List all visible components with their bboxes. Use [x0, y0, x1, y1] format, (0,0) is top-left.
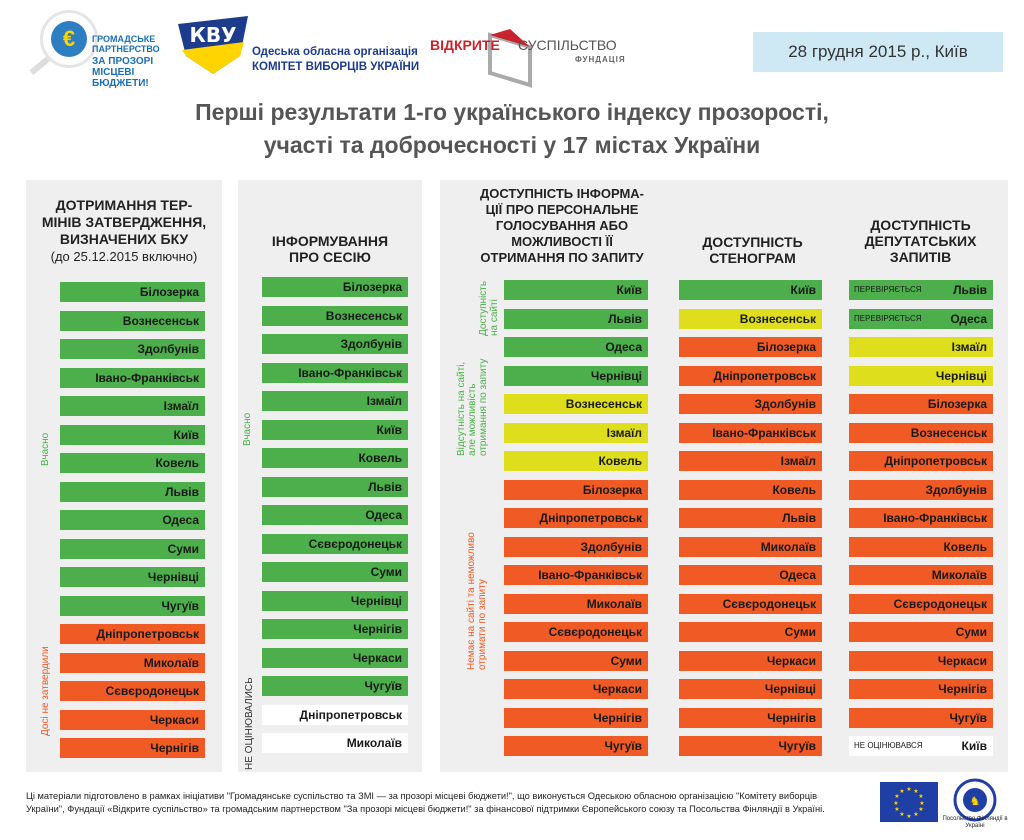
- voting-bar-15-label: Черкаси: [592, 682, 642, 696]
- requests-bar-9: [849, 508, 993, 528]
- budget-e-icon: €: [51, 21, 87, 57]
- svg-text:★: ★: [906, 813, 912, 820]
- requests-bar-13-label: Суми: [955, 625, 987, 639]
- transcripts-bar-3: [679, 337, 822, 357]
- transcripts-bar-2: [679, 309, 822, 329]
- requests-bar-3-label: Ізмаїл: [951, 340, 987, 354]
- requests-bar-2-label: Одеса: [950, 311, 987, 326]
- session-bar-5-label: Ізмаїл: [366, 394, 402, 408]
- svg-text:★: ★: [899, 788, 905, 795]
- transcripts-bar-14-label: Черкаси: [766, 653, 816, 668]
- budget-bar-2: [60, 311, 205, 331]
- transcripts-bar-11-label: Одеса: [779, 568, 816, 582]
- session-bar-7-label: Ковель: [358, 451, 402, 465]
- voting-bar-9: [504, 508, 648, 528]
- session-bar-8: [262, 477, 408, 497]
- transcripts-bar-8: [679, 480, 822, 500]
- session-bar-13-label: Чернігів: [353, 622, 402, 636]
- voting-bar-5: [504, 394, 648, 414]
- session-bar-6: [262, 420, 408, 440]
- page-title: [0, 96, 1024, 162]
- budget-bar-14-label: Миколаїв: [143, 655, 199, 670]
- session-bar-1: [262, 277, 408, 297]
- voting-bar-12-label: Миколаїв: [586, 596, 642, 611]
- session-bar-17-label: Миколаїв: [346, 736, 402, 750]
- finland-embassy-caption: Посольство Фінляндії в Україні: [942, 816, 1008, 829]
- voting-bar-11-label: Івано-Франківськ: [538, 568, 642, 582]
- session-bar-15: [262, 676, 408, 696]
- session-bar-3: [262, 334, 408, 354]
- budget-bar-12-label: Чугуїв: [161, 598, 199, 613]
- transcripts-bar-7-label: Ізмаїл: [780, 454, 816, 468]
- svg-text:★: ★: [913, 788, 919, 795]
- date-label: 28 грудня 2015 р., Київ: [753, 32, 1003, 72]
- session-bar-13: [262, 619, 408, 639]
- requests-bar-15: [849, 679, 993, 699]
- requests-bar-15-label: Чернігів: [938, 682, 987, 696]
- kvu-shield-logo-icon: [178, 16, 248, 74]
- eu-flag-icon: [880, 782, 938, 822]
- transcripts-bar-15: [679, 679, 822, 699]
- budget-bar-10-label: Суми: [167, 541, 199, 556]
- budget-bar-6: [60, 425, 205, 445]
- budget-bar-17: [60, 738, 205, 758]
- session-bar-15-label: Чугуїв: [364, 679, 402, 693]
- budget-bar-5-label: Ізмаїл: [163, 399, 199, 413]
- session-bar-14-label: Черкаси: [352, 650, 402, 665]
- budget-bar-16-label: Черкаси: [149, 712, 199, 727]
- footer-text: Ці матеріали підготовлено в рамках ініціативи "Громадянське суспільство та ЗМІ — за прозорі місцеві бюджети!", що виконується Одеською обласною організацією "Комітету виборців України", Фундації «Відкрите суспільство» та громадським партнерством "За прозорі місцеві бюджети!" за фінансової підтримки Європейського союзу та Посольства Фінляндії в Україні.: [26, 791, 825, 814]
- svg-text:★: ★: [893, 800, 899, 807]
- budget-group-not-label: Досі не затвердили: [40, 646, 51, 736]
- panel-session-title: ІНФОРМУВАННЯ ПРО СЕСІЮ: [271, 233, 389, 265]
- voting-bar-5-label: Вознесенськ: [565, 397, 642, 411]
- requests-bar-14-label: Черкаси: [937, 653, 987, 668]
- budget-bar-4-label: Івано-Франківськ: [95, 370, 199, 385]
- budget-bar-5: [60, 396, 205, 416]
- transcripts-bar-1-label: Київ: [790, 283, 816, 297]
- requests-bar-5-label: Білозерка: [927, 397, 987, 411]
- session-bar-2: [262, 306, 408, 326]
- voting-bar-17: [504, 736, 648, 756]
- budget-bar-15: [60, 681, 205, 701]
- voting-bar-13: [504, 622, 648, 642]
- kvu-name-line: КОМІТЕТ ВИБОРЦІВ УКРАЇНИ: [252, 61, 420, 73]
- budget-bar-8: [60, 482, 205, 502]
- requests-bar-7-label: Дніпропетровськ: [884, 454, 987, 468]
- transcripts-bar-16: [679, 708, 822, 728]
- logo-slogan-text: ЗА ПРОЗОРІ МІСЦЕВІ БЮДЖЕТИ!: [92, 56, 154, 89]
- budget-bar-4: [60, 368, 205, 388]
- transcripts-bar-11: [679, 565, 822, 585]
- voting-bar-9-label: Дніпропетровськ: [539, 511, 642, 525]
- transcripts-bar-5: [679, 394, 822, 414]
- session-bar-5: [262, 391, 408, 411]
- panel-transcripts-title: ДОСТУПНІСТЬ СТЕНОГРАМ: [702, 234, 803, 266]
- title-line-2: участі та доброчесності у 17 містах України: [263, 132, 761, 158]
- voting-bar-2-label: Львів: [608, 311, 642, 326]
- requests-bar-1: [849, 280, 993, 300]
- open-society-word1: ВІДКРИТЕ: [430, 37, 500, 53]
- transcripts-bar-3-label: Білозерка: [756, 340, 816, 354]
- requests-bar-7: [849, 451, 993, 471]
- session-bar-4-label: Івано-Франківськ: [298, 365, 402, 380]
- session-bar-8-label: Львів: [368, 479, 402, 494]
- requests-bar-10-label: Ковель: [943, 539, 987, 554]
- voting-bar-11: [504, 565, 648, 585]
- requests-bar-1-label: Львів: [953, 283, 987, 297]
- svg-text:★: ★: [913, 811, 919, 818]
- requests-bar-6-label: Вознесенськ: [910, 425, 987, 440]
- requests-bar-12: [849, 594, 993, 614]
- requests-bar-3: [849, 337, 993, 357]
- svg-text:♞: ♞: [969, 794, 981, 808]
- voting-bar-15: [504, 679, 648, 699]
- transcripts-bar-4: [679, 366, 822, 386]
- svg-text:★: ★: [906, 786, 912, 793]
- transcripts-bar-2-label: Вознесенськ: [739, 311, 816, 326]
- logo-partnership-text: ГРОМАДСЬКЕ ПАРТНЕРСТВО: [92, 34, 160, 54]
- transcripts-bar-9-label: Львів: [782, 511, 816, 525]
- voting-bar-4-label: Чернівці: [590, 368, 642, 383]
- requests-bar-17-label: Київ: [961, 739, 987, 753]
- voting-bar-10: [504, 537, 648, 557]
- panel-budget-title: ДОТРИМАННЯ ТЕР- МІНІВ ЗАТВЕРДЖЕННЯ, ВИЗНАЧЕНИХ БКУ (до 25.12.2015 включно): [41, 197, 207, 264]
- budget-bar-9-label: Одеса: [162, 513, 199, 527]
- budget-bar-13: [60, 624, 205, 644]
- session-bar-10: [262, 534, 408, 554]
- svg-text:КВУ: КВУ: [189, 23, 237, 47]
- requests-bar-8-label: Здолбунів: [925, 482, 987, 497]
- requests-bar-6: [849, 423, 993, 443]
- voting-group-b-label: Відсутність на сайті, але можливість отримання по запиту: [456, 358, 489, 456]
- session-bar-3-label: Здолбунів: [340, 337, 402, 351]
- requests-bar-11-label: Миколаїв: [931, 568, 987, 582]
- requests-bar-10: [849, 537, 993, 557]
- budget-bar-7-label: Ковель: [155, 456, 199, 470]
- requests-bar-2-status: ПЕРЕВІРЯЄТЬСЯ: [854, 313, 922, 323]
- budget-bar-14: [60, 653, 205, 673]
- session-bar-7: [262, 448, 408, 468]
- budget-bar-11-label: Чернівці: [147, 570, 199, 584]
- logo-transparent-budgets: [28, 10, 160, 89]
- voting-bar-10-label: Здолбунів: [580, 539, 642, 554]
- voting-bar-14: [504, 651, 648, 671]
- transcripts-bar-10: [679, 537, 822, 557]
- budget-group-ontime-label: Вчасно: [40, 432, 51, 466]
- logo-kvu: [178, 10, 418, 90]
- transcripts-bar-14: [679, 651, 822, 671]
- session-bar-6-label: Київ: [376, 422, 402, 437]
- session-bar-2-label: Вознесенськ: [325, 308, 402, 323]
- requests-bar-8: [849, 480, 993, 500]
- session-group-ontime-label: Вчасно: [242, 412, 253, 446]
- svg-text:★: ★: [919, 800, 925, 807]
- svg-text:★: ★: [918, 806, 924, 813]
- transcripts-bar-7: [679, 451, 822, 471]
- requests-bar-9-label: Івано-Франківськ: [883, 511, 987, 525]
- svg-text:★: ★: [894, 793, 900, 800]
- voting-bar-3-label: Одеса: [605, 340, 642, 354]
- session-bar-17: [262, 733, 408, 753]
- transcripts-bar-13-label: Суми: [784, 625, 816, 639]
- budget-bar-6-label: Київ: [173, 427, 199, 442]
- session-bar-1-label: Білозерка: [342, 280, 402, 294]
- svg-text:★: ★: [894, 806, 900, 813]
- budget-bar-7: [60, 453, 205, 473]
- budget-bar-9: [60, 510, 205, 530]
- budget-bar-16: [60, 710, 205, 730]
- session-bar-11: [262, 562, 408, 582]
- requests-bar-17-status: НЕ ОЦІНЮВАВСЯ: [854, 741, 923, 750]
- session-bar-16-label: Дніпропетровськ: [299, 707, 402, 722]
- requests-bar-14: [849, 651, 993, 671]
- requests-bar-16-label: Чугуїв: [949, 710, 987, 725]
- voting-bar-14-label: Суми: [610, 653, 642, 668]
- voting-bar-2: [504, 309, 648, 329]
- session-bar-10-label: Сєвєродонецьк: [308, 536, 402, 551]
- panel-requests-title: ДОСТУПНІСТЬ ДЕПУТАТСЬКИХ ЗАПИТІВ: [864, 217, 977, 265]
- session-bar-14: [262, 648, 408, 668]
- requests-bar-12-label: Сєвєродонецьк: [893, 596, 987, 611]
- budget-bar-3-label: Здолбунів: [137, 342, 199, 356]
- voting-group-a-label: Доступність на сайті: [478, 280, 500, 336]
- voting-bar-16: [504, 708, 648, 728]
- voting-bar-6-label: Ізмаїл: [606, 425, 642, 440]
- transcripts-bar-16-label: Чернігів: [767, 710, 816, 725]
- transcripts-bar-17-label: Чугуїв: [778, 739, 816, 753]
- voting-bar-8: [504, 480, 648, 500]
- transcripts-bar-15-label: Чернівці: [764, 682, 816, 696]
- open-society-word2: СУСПІЛЬСТВО: [518, 37, 617, 53]
- voting-bar-17-label: Чугуїв: [604, 739, 642, 753]
- transcripts-bar-1: [679, 280, 822, 300]
- open-society-logo-icon: [480, 25, 540, 89]
- transcripts-bar-17: [679, 736, 822, 756]
- svg-text:★: ★: [918, 793, 924, 800]
- title-line-1: Перші результати 1-го українського індексу прозорості,: [195, 99, 829, 125]
- budget-bar-17-label: Чернігів: [150, 741, 199, 755]
- requests-bar-2: [849, 309, 993, 329]
- budget-bar-13-label: Дніпропетровськ: [96, 627, 199, 641]
- voting-bar-16-label: Чернігів: [593, 710, 642, 725]
- transcripts-bar-6-label: Івано-Франківськ: [712, 425, 816, 440]
- budget-bar-8-label: Львів: [165, 484, 199, 499]
- magnifier-icon: [40, 10, 98, 68]
- voting-group-c-label: Немає на сайті та неможливо отримати по запиту: [466, 532, 488, 670]
- session-bar-11-label: Суми: [370, 565, 402, 579]
- requests-bar-13: [849, 622, 993, 642]
- requests-bar-11: [849, 565, 993, 585]
- voting-bar-13-label: Сєвєродонецьк: [548, 625, 642, 639]
- transcripts-bar-8-label: Ковель: [772, 482, 816, 497]
- voting-bar-1: [504, 280, 648, 300]
- voting-bar-7: [504, 451, 648, 471]
- session-bar-12: [262, 591, 408, 611]
- voting-bar-1-label: Київ: [616, 283, 642, 297]
- transcripts-bar-10-label: Миколаїв: [760, 539, 816, 554]
- session-group-not-label: НЕ ОЦІНЮВАЛИСЬ: [244, 677, 255, 770]
- transcripts-bar-13: [679, 622, 822, 642]
- transcripts-bar-12: [679, 594, 822, 614]
- transcripts-bar-9: [679, 508, 822, 528]
- voting-bar-8-label: Білозерка: [582, 482, 642, 497]
- session-bar-16: [262, 705, 408, 725]
- transcripts-bar-6: [679, 423, 822, 443]
- budget-bar-10: [60, 539, 205, 559]
- requests-bar-17: [849, 736, 993, 756]
- budget-bar-2-label: Вознесенськ: [122, 313, 199, 328]
- svg-text:★: ★: [899, 811, 905, 818]
- requests-bar-1-status: ПЕРЕВІРЯЄТЬСЯ: [854, 285, 922, 294]
- voting-bar-12: [504, 594, 648, 614]
- open-society-word3: ФУНДАЦІЯ: [575, 55, 626, 64]
- budget-bar-1: [60, 282, 205, 302]
- requests-bar-4: [849, 366, 993, 386]
- transcripts-bar-5-label: Здолбунів: [754, 397, 816, 411]
- budget-bar-3: [60, 339, 205, 359]
- requests-bar-4-label: Чернівці: [935, 368, 987, 383]
- logo-open-society: [420, 15, 630, 95]
- panel-voting-title: ДОСТУПНІСТЬ ІНФОРМА- ЦІЇ ПРО ПЕРСОНАЛЬНЕ ГОЛОСУВАННЯ АБО МОЖЛИВОСТІ ЇЇ ОТРИМАННЯ ПО ЗАПИТУ: [479, 186, 645, 265]
- requests-bar-5: [849, 394, 993, 414]
- budget-bar-1-label: Білозерка: [139, 285, 199, 299]
- budget-bar-11: [60, 567, 205, 587]
- transcripts-bar-12-label: Сєвєродонецьк: [722, 596, 816, 611]
- session-bar-9-label: Одеса: [365, 508, 402, 522]
- budget-bar-12: [60, 596, 205, 616]
- voting-bar-4: [504, 366, 648, 386]
- voting-bar-6: [504, 423, 648, 443]
- budget-bar-15-label: Сєвєродонецьк: [105, 684, 199, 698]
- transcripts-bar-4-label: Дніпропетровськ: [713, 368, 816, 383]
- voting-bar-7-label: Ковель: [598, 454, 642, 468]
- requests-bar-16: [849, 708, 993, 728]
- kvu-org-line: Одеська обласна організація: [252, 46, 418, 58]
- session-bar-12-label: Чернівці: [350, 593, 402, 608]
- session-bar-4: [262, 363, 408, 383]
- voting-bar-3: [504, 337, 648, 357]
- session-bar-9: [262, 505, 408, 525]
